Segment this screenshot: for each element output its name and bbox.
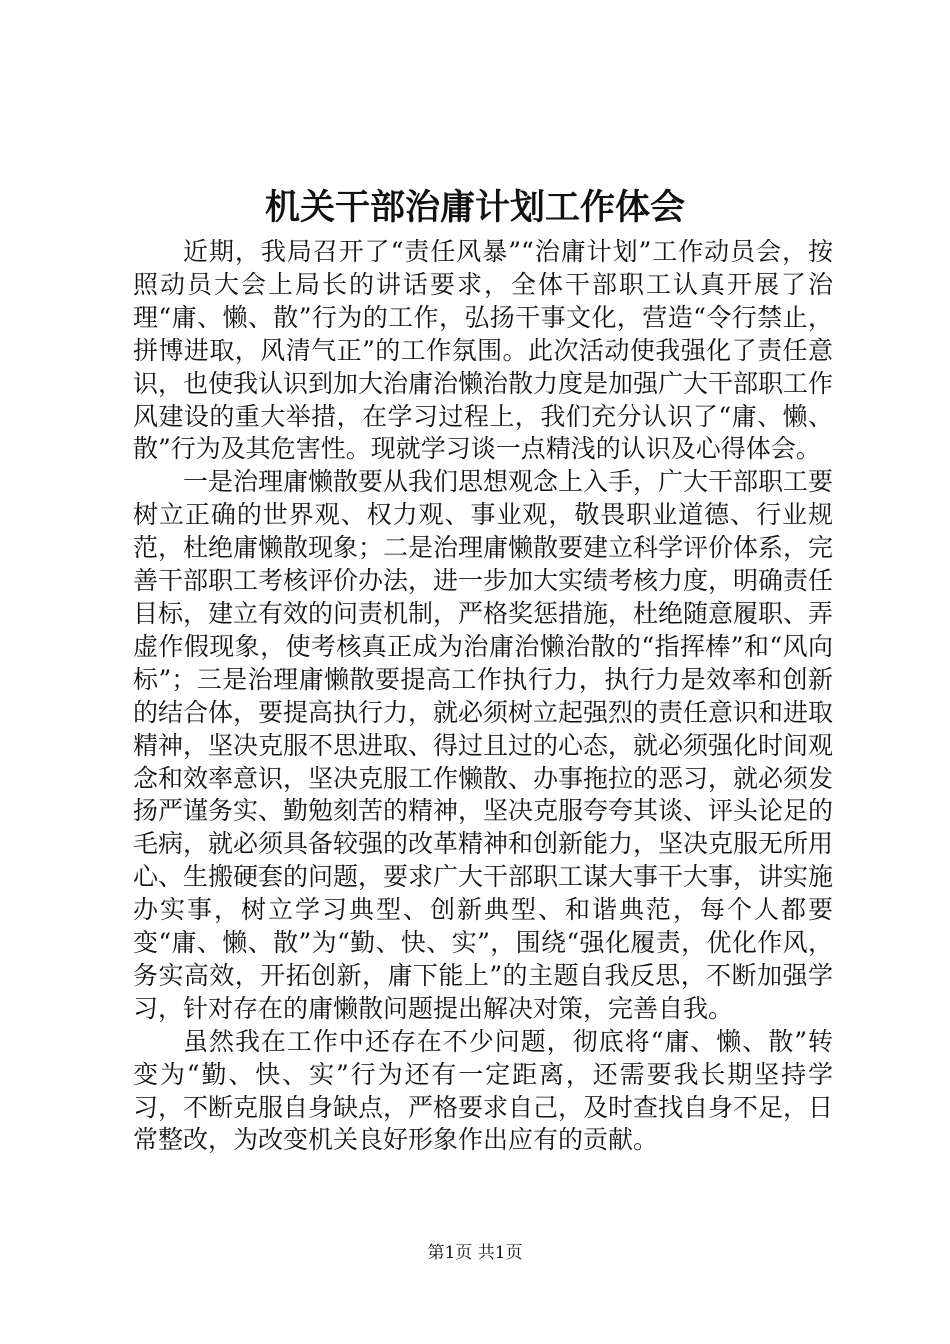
document-body (133, 236, 833, 1157)
paragraph-3: 虽然我在工作中还存在不少问题，彻底将“庸、懒、散”转变为“勤、快、实”行为还有一定距离，还需要我长期坚持学习，不断克服自身缺点，严格要求自己，及时查找自身不足，日常整改，为改变机关良好形象作出应有的贡献。 (133, 1026, 834, 1155)
page-number-footer: 第1页 共1页 (427, 1243, 523, 1263)
paragraph-1: 近期，我局召开了“责任风暴”“治庸计划”工作动员会，按照动员大会上局长的讲话要求，全体干部职工认真开展了治理“庸、懒、散”行为的工作，弘扬干事文化，营造“令行禁止，拼博进取，风清气正”的工作氛围。此次活动使我强化了责任意识，也使我认识到加大治庸治懒治散力度是加强广大干部职工作风建设的重大举措，在学习过程上，我们充分认识了“庸、懒、散”行为及其危害性。现就学习谈一点精浅的认识及心得体会。 (133, 237, 834, 464)
document-title: 机关干部治庸计划工作体会 (264, 187, 685, 228)
paragraph-2: 一是治理庸懒散要从我们思想观念上入手，广大干部职工要树立正确的世界观、权力观、事业观，敬畏职业道德、行业规范，杜绝庸懒散现象；二是治理庸懒散要建立科学评价体系，完善干部职工考核评价办法，进一步加大实绩考核力度，明确责任目标，建立有效的问责机制，严格奖惩措施，杜绝随意履职、弄虚作假现象，使考核真正成为治庸治懒治散的“指挥棒”和“风向标”；三是治理庸懒散要提高工作执行力，执行力是效率和创新的结合体，要提高执行力，就必须树立起强烈的责任意识和进取精神，坚决克服不思进取、得过且过的心态，就必须强化时间观念和效率意识，坚决克服工作懒散、办事拖拉的恶习，就必须发扬严谨务实、勤勉刻苦的精神，坚决克服夸夸其谈、评头论足的毛病，就必须具备较强的改革精神和创新能力，坚决克服无所用心、生搬硬套的问题，要求广大干部职工谋大事干大事，讲实施办实事，树立学习典型、创新典型、和谐典范，每个人都要变“庸、懒、散”为“勤、快、实”，围绕“强化履责，优化作风，务实高效，开拓创新，庸下能上”的主题自我反思，不断加强学习，针对存在的庸懒散问题提出解决对策，完善自我。 (133, 467, 834, 1023)
